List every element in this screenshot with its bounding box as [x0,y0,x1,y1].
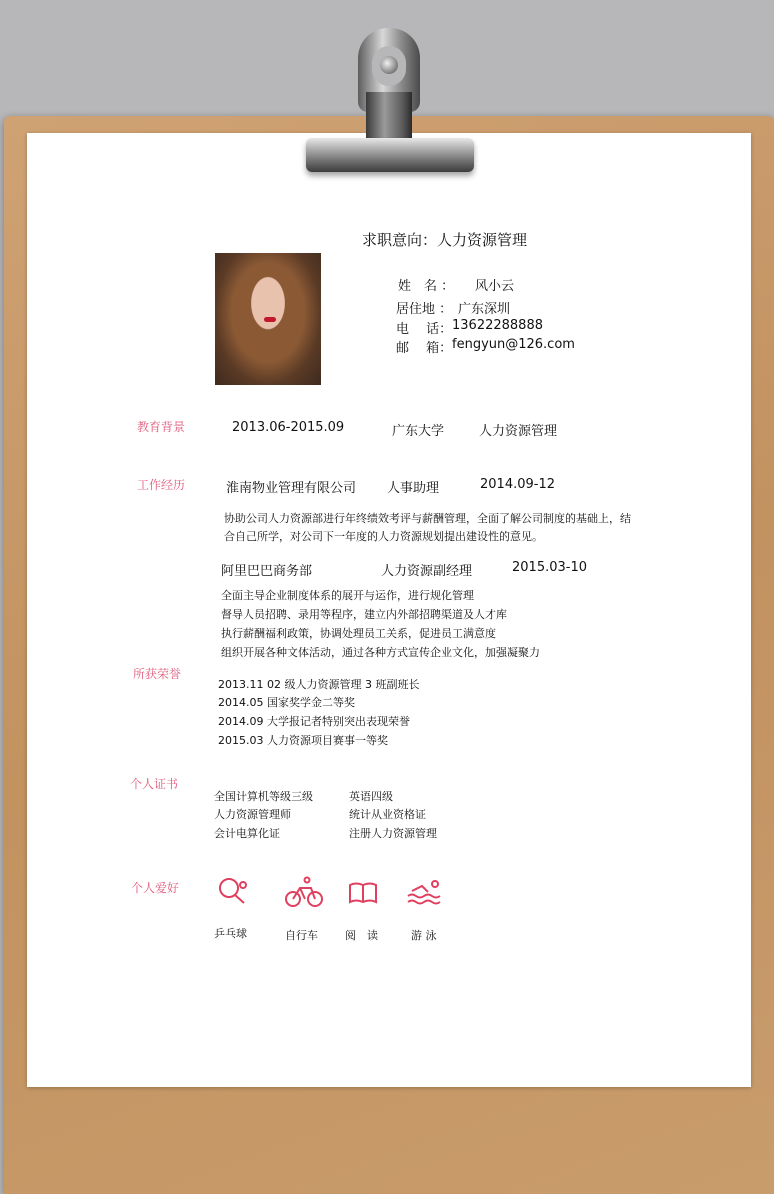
ping-pong-icon [216,876,250,906]
education-school: 广东大学 [392,424,445,439]
job-description-line: 全面主导企业制度体系的展开与运作，进行规化管理 [221,589,474,602]
clip-rivet [380,56,398,74]
honors-label: 所获荣誉 [133,667,182,681]
hobby-label: 阅 读 [345,929,378,942]
honor-item: 2014.09 大学报记者特别突出表现荣誉 [218,715,410,728]
certificate-item: 英语四级 [349,790,393,803]
job-description-line: 组织开展各种文体活动，通过各种方式宣传企业文化，加强凝聚力 [221,646,540,659]
certificate-item: 全国计算机等级三级 [214,790,313,803]
job-description-line: 督导人员招聘、录用等程序，建立内外部招聘渠道及人才库 [221,608,507,621]
email-value: fengyun@126.com [452,337,575,352]
certificate-item: 会计电算化证 [214,827,280,840]
job-objective-title: 求职意向：人力资源管理 [362,231,528,249]
name-label: 姓 名 ： [398,279,455,294]
book-icon [348,881,378,905]
honor-item: 2013.11 02 级人力资源管理 3 班副班长 [218,678,420,691]
certificate-item: 统计从业资格证 [349,808,426,821]
job-description-line: 执行薪酬福利政策，协调处理员工关系，促进员工满意度 [221,627,496,640]
certificates-label: 个人证书 [130,777,179,791]
job-date: 2015.03-10 [512,560,587,575]
job-description-line: 协助公司人力资源部进行年终绩效考评与薪酬管理，全面了解公司制度的基础上，结 [224,512,631,525]
clip-bar [306,138,474,172]
clip-neck [366,92,412,140]
job-position: 人事助理 [387,481,440,496]
experience-label: 工作经历 [137,478,186,492]
certificate-item: 人力资源管理师 [214,808,291,821]
hobby-label: 自行车 [285,929,318,942]
job-description-line: 合自己所学，对公司下一年度的人力资源规划提出建设性的意见。 [224,530,543,543]
job-company: 淮南物业管理有限公司 [226,481,357,496]
education-major: 人力资源管理 [479,424,558,439]
honor-item: 2014.05 国家奖学金二等奖 [218,696,355,709]
education-period: 2013.06-2015.09 [232,420,345,435]
job-date: 2014.09-12 [480,477,555,492]
phone-label: 电 话： [396,322,453,337]
address-label: 居住地 ： [396,302,453,317]
bicycle-icon [285,876,323,908]
profile-photo-detail [264,317,276,322]
email-label: 邮 箱： [396,341,453,356]
hobbies-label: 个人爱好 [131,881,180,895]
job-company: 阿里巴巴商务部 [221,564,313,579]
job-position: 人力资源副经理 [381,564,473,579]
swimming-icon [406,878,444,906]
address-value: 广东深圳 [458,302,511,317]
honor-item: 2015.03 人力资源项目赛事一等奖 [218,734,388,747]
hobby-label: 乒乓球 [214,927,247,940]
hobby-label: 游 泳 [411,929,437,942]
certificate-item: 注册人力资源管理 [349,827,437,840]
phone-value: 13622288888 [452,318,543,333]
name-value: 风小云 [475,279,515,294]
education-label: 教育背景 [137,420,186,434]
